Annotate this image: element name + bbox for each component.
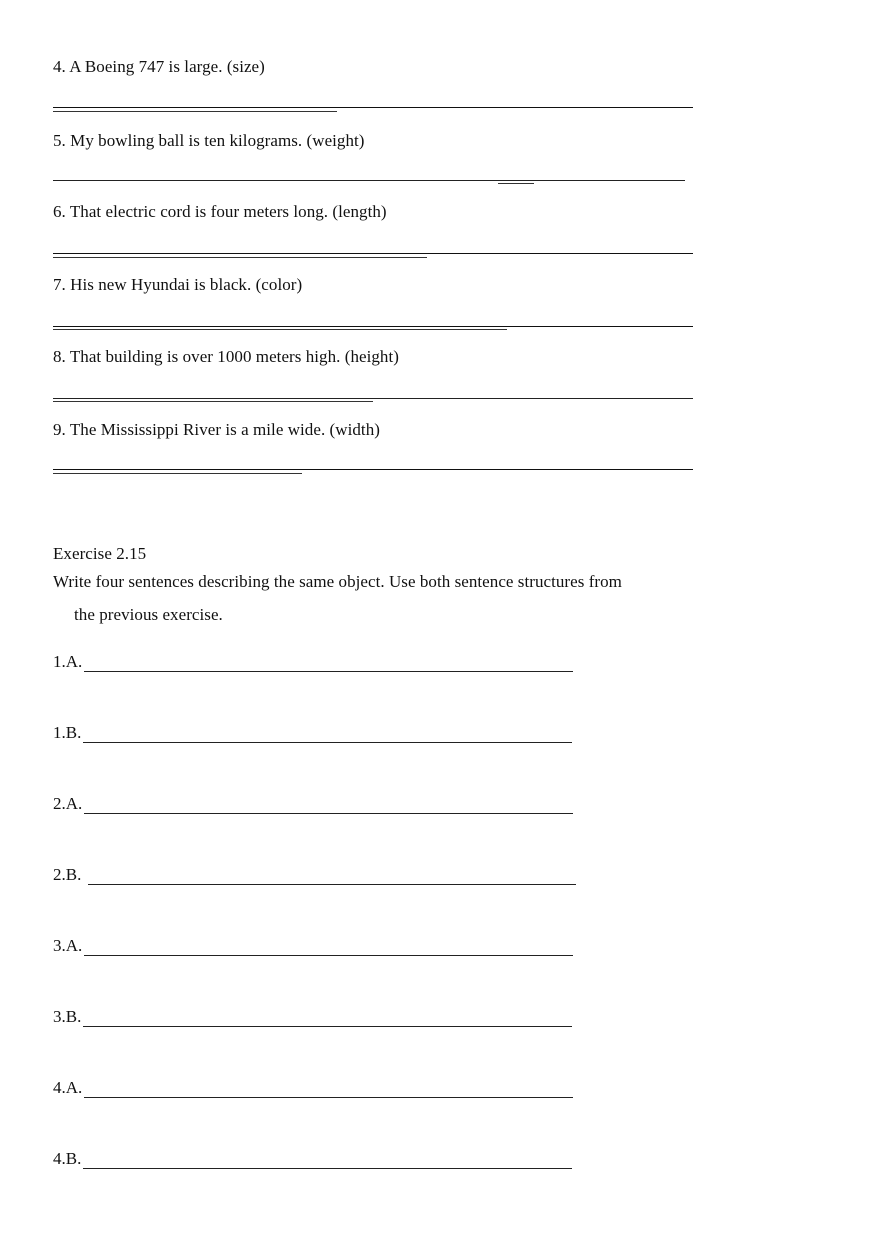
question-7-text: 7. His new Hyundai is black. (color) xyxy=(53,275,303,294)
answer-blank[interactable] xyxy=(84,813,573,814)
answer-label: 2.B. xyxy=(53,865,82,884)
answer-row-2b xyxy=(53,865,583,887)
question-4-answer-line[interactable] xyxy=(53,107,693,108)
answer-row-3b xyxy=(53,1007,583,1029)
question-5-underline-fragment xyxy=(498,183,534,184)
answer-label: 1.B. xyxy=(53,723,82,742)
answer-row-1a xyxy=(53,652,583,674)
exercise-instruction-line2: the previous exercise. xyxy=(74,605,223,624)
question-5-answer-line[interactable] xyxy=(53,180,685,181)
answer-blank[interactable] xyxy=(88,884,576,885)
question-6-text: 6. That electric cord is four meters long. (length) xyxy=(53,202,387,221)
question-7-underline-fragment xyxy=(53,329,507,330)
question-6-answer-line[interactable] xyxy=(53,253,693,254)
answer-blank[interactable] xyxy=(84,955,573,956)
answer-blank[interactable] xyxy=(83,742,572,743)
answer-label: 3.B. xyxy=(53,1007,82,1026)
question-9-answer-line[interactable] xyxy=(53,469,693,470)
question-5-text: 5. My bowling ball is ten kilograms. (weight) xyxy=(53,131,365,150)
question-7-answer-line[interactable] xyxy=(53,326,693,327)
answer-row-4a xyxy=(53,1078,583,1100)
question-9-text: 9. The Mississippi River is a mile wide. (width) xyxy=(53,420,380,439)
answer-label: 4.A. xyxy=(53,1078,83,1097)
answer-row-3a xyxy=(53,936,583,958)
question-8-underline-fragment xyxy=(53,401,373,402)
answer-label: 4.B. xyxy=(53,1149,82,1168)
answer-label: 1.A. xyxy=(53,652,83,671)
question-4-underline-fragment xyxy=(53,111,337,112)
answer-label: 3.A. xyxy=(53,936,83,955)
answer-blank[interactable] xyxy=(83,1026,572,1027)
answer-row-4b xyxy=(53,1149,583,1171)
answer-blank[interactable] xyxy=(84,671,573,672)
question-6-underline-fragment xyxy=(53,257,427,258)
answer-blank[interactable] xyxy=(83,1168,572,1169)
question-9-underline-fragment xyxy=(53,473,302,474)
answer-row-1b xyxy=(53,723,583,745)
answer-blank[interactable] xyxy=(84,1097,573,1098)
question-8-answer-line[interactable] xyxy=(53,398,693,399)
exercise-title: Exercise 2.15 xyxy=(53,544,147,563)
question-8-text: 8. That building is over 1000 meters high. (height) xyxy=(53,347,399,366)
question-4-text: 4. A Boeing 747 is large. (size) xyxy=(53,57,265,76)
exercise-instruction-line1: Write four sentences describing the same object. Use both sentence structures from xyxy=(53,572,622,591)
answer-row-2a xyxy=(53,794,583,816)
answer-label: 2.A. xyxy=(53,794,83,813)
